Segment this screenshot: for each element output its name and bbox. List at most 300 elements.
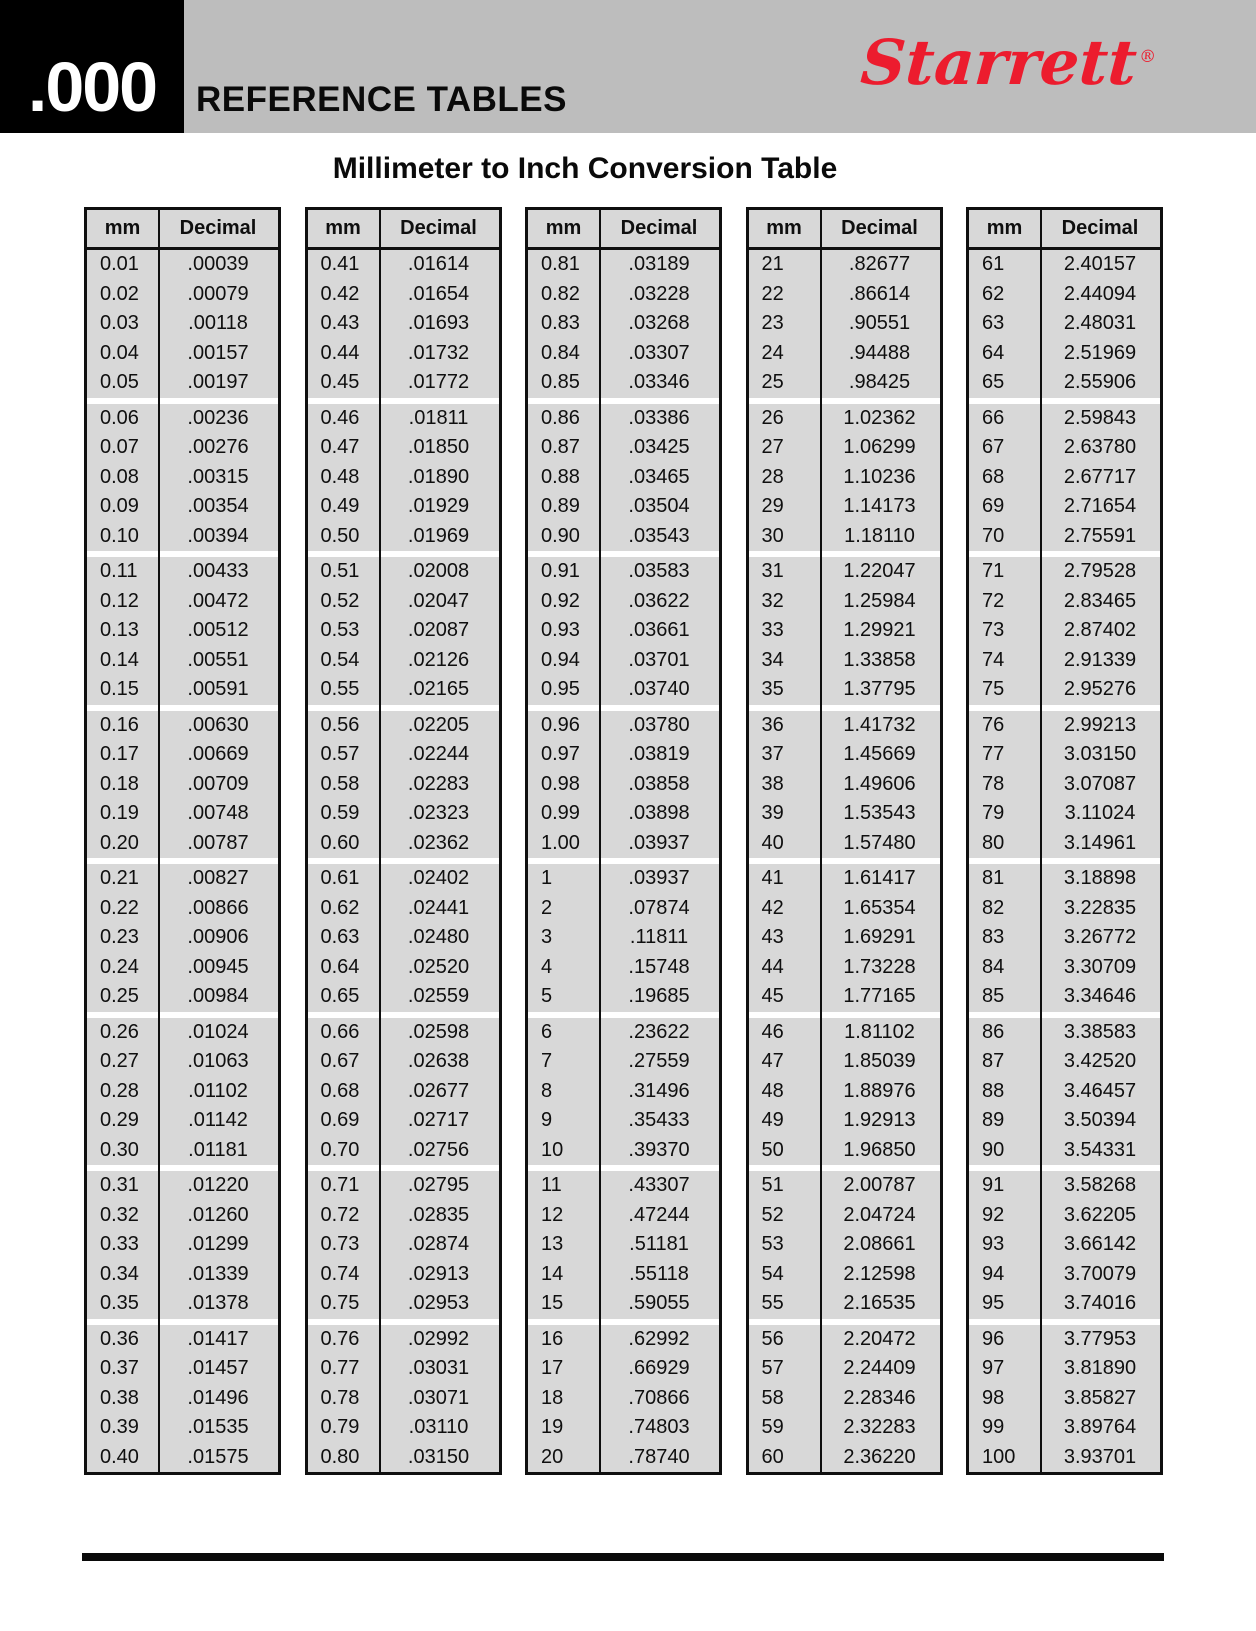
decimal-value: 2.71654 — [1063, 495, 1137, 518]
table-row — [528, 1171, 719, 1201]
mm-value: 97 — [982, 1357, 1005, 1380]
mm-value: 0.28 — [100, 1079, 139, 1102]
table-body — [969, 250, 1160, 1472]
table-row — [528, 1354, 719, 1384]
decimal-column-header: Decimal — [841, 217, 918, 239]
decimal-value: .00079 — [187, 282, 249, 305]
decimal-value: .01654 — [407, 282, 470, 305]
table-row — [749, 923, 940, 953]
decimal-value: 3.11024 — [1064, 802, 1136, 825]
decimal-value: .03268 — [628, 312, 690, 335]
table-row — [308, 587, 499, 617]
table-row — [87, 522, 278, 552]
table-body — [87, 250, 278, 1472]
mm-value: 43 — [761, 926, 784, 949]
table-row — [969, 368, 1160, 398]
decimal-value: 1.41732 — [843, 713, 916, 736]
table-row — [749, 1047, 940, 1077]
mm-value: 0.04 — [100, 341, 139, 364]
decimal-value: .00787 — [187, 831, 249, 854]
row-group — [528, 1018, 719, 1166]
mm-value: 44 — [761, 955, 784, 978]
decimal-value: 1.49606 — [843, 772, 916, 795]
mm-value: 0.49 — [320, 495, 360, 518]
mm-value: 0.05 — [100, 371, 139, 394]
row-group — [528, 711, 719, 859]
mm-value: 81 — [982, 867, 1005, 890]
decimal-value: .02874 — [407, 1233, 470, 1256]
table-row — [969, 557, 1160, 587]
mm-column-header: mm — [986, 217, 1023, 239]
starrett-logo — [858, 26, 1158, 99]
mm-value: 0.63 — [320, 926, 360, 949]
table-row — [87, 433, 278, 463]
table-row — [528, 616, 719, 646]
table-row — [308, 1171, 499, 1201]
table-row — [528, 711, 719, 741]
decimal-value: .03780 — [628, 713, 690, 736]
decimal-value: .00748 — [187, 802, 249, 825]
mm-value: 46 — [761, 1020, 784, 1043]
table-row — [87, 404, 278, 434]
table-row — [308, 894, 499, 924]
table-row — [749, 1325, 940, 1355]
table-row — [528, 587, 719, 617]
table-row — [87, 1230, 278, 1260]
mm-value: 74 — [982, 648, 1005, 671]
table-row — [528, 1384, 719, 1414]
row-group — [528, 250, 719, 398]
table-row — [308, 463, 499, 493]
table-row — [528, 1230, 719, 1260]
decimal-value: .00945 — [187, 955, 249, 978]
table-row — [969, 404, 1160, 434]
mm-value: 0.56 — [320, 713, 360, 736]
table-row — [969, 646, 1160, 676]
decimal-value: .01181 — [188, 1138, 248, 1161]
table-row — [87, 1077, 278, 1107]
bottom-rule — [82, 1553, 1164, 1561]
decimal-value: .31496 — [628, 1079, 690, 1102]
mm-value: 0.85 — [541, 371, 580, 394]
mm-value: 0.81 — [541, 253, 580, 276]
decimal-value: .03071 — [407, 1386, 470, 1409]
decimal-column-header: Decimal — [1061, 217, 1139, 239]
decimal-value: .03386 — [628, 406, 690, 429]
table-row — [969, 982, 1160, 1012]
mm-value: 40 — [761, 831, 784, 854]
decimal-value: .82677 — [848, 253, 911, 276]
decimal-value: .03740 — [628, 678, 690, 701]
table-row — [308, 433, 499, 463]
mm-value: 0.90 — [541, 524, 580, 547]
decimal-value: .01693 — [407, 312, 470, 335]
mm-value: 0.93 — [541, 619, 580, 642]
decimal-value: .35433 — [628, 1109, 690, 1132]
mm-value: 13 — [541, 1233, 564, 1256]
mm-value: 17 — [541, 1357, 564, 1380]
mm-value: 66 — [982, 406, 1005, 429]
decimal-value: .03701 — [628, 648, 690, 671]
table-row — [528, 522, 719, 552]
mm-value: 0.35 — [100, 1292, 139, 1315]
table-row — [969, 1047, 1160, 1077]
table-row — [749, 1106, 940, 1136]
mm-value: 0.31 — [100, 1174, 139, 1197]
row-group — [87, 711, 278, 859]
mm-value: 16 — [541, 1327, 564, 1350]
mm-value: 0.72 — [320, 1203, 360, 1226]
table-row — [87, 557, 278, 587]
table-row — [749, 1384, 940, 1414]
decimal-value: .02402 — [407, 867, 470, 890]
mm-value: 49 — [761, 1109, 784, 1132]
decimal-value: 1.92913 — [843, 1109, 916, 1132]
mm-value: 0.97 — [541, 743, 580, 766]
decimal-value: .02087 — [407, 619, 470, 642]
table-row — [528, 1106, 719, 1136]
mm-value: 0.80 — [320, 1445, 360, 1468]
decimal-value: .03937 — [628, 867, 690, 890]
table-row — [308, 799, 499, 829]
table-row — [528, 463, 719, 493]
table-title: Millimeter to Inch Conversion Table — [332, 152, 838, 185]
mm-value: 0.65 — [320, 985, 360, 1008]
mm-value: 0.24 — [100, 955, 139, 978]
decimal-value: .00512 — [187, 619, 249, 642]
decimal-value: 1.10236 — [843, 465, 916, 488]
mm-value: 51 — [761, 1174, 784, 1197]
decimal-value: 2.36220 — [843, 1445, 916, 1468]
mm-value: 0.62 — [320, 896, 360, 919]
decimal-value: .00276 — [187, 436, 249, 459]
mm-value: 52 — [761, 1203, 784, 1226]
row-group — [308, 711, 499, 859]
table-row — [87, 1325, 278, 1355]
table-row — [87, 953, 278, 983]
decimal-value: 3.07087 — [1063, 772, 1137, 795]
mm-value: 0.61 — [320, 867, 360, 890]
mm-value: 82 — [982, 896, 1005, 919]
decimal-value: .01811 — [408, 406, 469, 429]
table-row — [749, 250, 940, 280]
mm-value: 9 — [541, 1109, 553, 1132]
table-row — [749, 829, 940, 859]
mm-value: 86 — [982, 1020, 1005, 1043]
row-group — [308, 557, 499, 705]
mm-value: 0.43 — [320, 312, 360, 335]
table-body — [308, 250, 499, 1472]
decimal-value: .19685 — [628, 985, 690, 1008]
decimal-value: 2.24409 — [843, 1357, 916, 1380]
decimal-value: .00551 — [187, 648, 249, 671]
mm-value: 0.16 — [100, 713, 139, 736]
decimal-value: 2.44094 — [1063, 282, 1137, 305]
mm-value: 0.48 — [320, 465, 360, 488]
mm-value: 0.82 — [541, 282, 580, 305]
mm-value: 38 — [761, 772, 784, 795]
decimal-value: 1.22047 — [843, 560, 916, 583]
mm-value: 0.12 — [100, 589, 139, 612]
decimal-value: .01102 — [188, 1079, 248, 1102]
decimal-value: 2.91339 — [1063, 648, 1137, 671]
decimal-value: 1.29921 — [843, 619, 916, 642]
mm-value: 42 — [761, 896, 784, 919]
table-row — [308, 864, 499, 894]
table-row — [308, 1354, 499, 1384]
mm-value: 4 — [541, 955, 553, 978]
decimal-value: .03110 — [408, 1416, 469, 1439]
mm-value: 70 — [982, 524, 1005, 547]
mm-value: 0.77 — [320, 1357, 360, 1380]
row-group — [528, 557, 719, 705]
row-group — [969, 557, 1160, 705]
decimal-value: 3.77953 — [1063, 1327, 1137, 1350]
mm-value: 0.30 — [100, 1138, 139, 1161]
table-row — [969, 1171, 1160, 1201]
decimal-value: 1.88976 — [843, 1079, 916, 1102]
table-row — [969, 740, 1160, 770]
decimal-value: 2.55906 — [1063, 371, 1137, 394]
table-row — [308, 953, 499, 983]
mm-value: 69 — [982, 495, 1005, 518]
mm-value: 0.39 — [100, 1416, 139, 1439]
decimal-value: 1.02362 — [843, 406, 916, 429]
table-row — [87, 1443, 278, 1473]
table-row — [969, 339, 1160, 369]
table-row — [749, 404, 940, 434]
decimal-value: 1.65354 — [843, 896, 916, 919]
table-row — [969, 433, 1160, 463]
row-group — [308, 404, 499, 552]
decimal-value: .00630 — [187, 713, 249, 736]
decimal-value: 1.81102 — [844, 1020, 915, 1043]
decimal-value: .00118 — [188, 312, 248, 335]
mm-value: 92 — [982, 1203, 1005, 1226]
mm-value: 0.66 — [320, 1020, 360, 1043]
mm-value: 71 — [982, 560, 1005, 583]
mm-value: 10 — [541, 1138, 564, 1161]
mm-value: 36 — [761, 713, 784, 736]
decimal-value: .03307 — [628, 341, 690, 364]
decimal-value: 1.73228 — [843, 955, 916, 978]
mm-value: 0.38 — [100, 1386, 139, 1409]
row-group — [969, 404, 1160, 552]
table-row — [969, 280, 1160, 310]
decimal-value: .02323 — [407, 802, 470, 825]
decimal-value: .02362 — [407, 831, 470, 854]
decimal-value: 1.14173 — [843, 495, 916, 518]
mm-value: 0.02 — [100, 282, 139, 305]
mm-column-header: mm — [545, 217, 582, 239]
table-row — [87, 1354, 278, 1384]
table-row — [87, 982, 278, 1012]
decimal-value: 2.28346 — [843, 1386, 916, 1409]
decimal-value: 3.50394 — [1063, 1109, 1137, 1132]
decimal-value: .03031 — [407, 1357, 470, 1380]
table-row — [749, 1171, 940, 1201]
table-row — [87, 1260, 278, 1290]
table-row — [87, 339, 278, 369]
mm-value: 0.44 — [320, 341, 360, 364]
decimal-value: .01929 — [407, 495, 470, 518]
decimal-value: .03622 — [628, 589, 690, 612]
mm-value: 0.59 — [320, 802, 360, 825]
mm-value: 23 — [761, 312, 784, 335]
mm-value: 1 — [541, 867, 553, 890]
table-header-row — [969, 210, 1160, 250]
mm-value: 0.23 — [100, 926, 139, 949]
mm-value: 88 — [982, 1079, 1005, 1102]
table-row — [749, 309, 940, 339]
header-band — [0, 0, 1256, 133]
decimal-value: .01024 — [187, 1020, 249, 1043]
table-row — [308, 492, 499, 522]
table-row — [308, 616, 499, 646]
mm-value: 30 — [761, 524, 784, 547]
row-group — [308, 1325, 499, 1473]
table-row — [528, 864, 719, 894]
mm-value: 5 — [541, 985, 553, 1008]
mm-value: 0.34 — [100, 1262, 139, 1285]
table-row — [749, 339, 940, 369]
mm-value: 0.91 — [541, 560, 580, 583]
mm-value: 0.53 — [320, 619, 360, 642]
table-row — [87, 923, 278, 953]
column-divider — [158, 210, 160, 1472]
column-divider — [599, 210, 601, 1472]
decimal-value: 1.69291 — [843, 926, 916, 949]
mm-value: 0.22 — [100, 896, 139, 919]
mm-value: 0.41 — [320, 253, 360, 276]
decimal-value: .07874 — [628, 896, 690, 919]
table-row — [528, 1325, 719, 1355]
table-row — [87, 711, 278, 741]
mm-value: 75 — [982, 678, 1005, 701]
row-group — [749, 1018, 940, 1166]
table-row — [308, 557, 499, 587]
decimal-value: .02638 — [407, 1050, 470, 1073]
decimal-value: 1.37795 — [843, 678, 916, 701]
decimal-value: .00433 — [187, 560, 249, 583]
decimal-value: 2.87402 — [1063, 619, 1137, 642]
row-group — [87, 250, 278, 398]
table-row — [528, 894, 719, 924]
row-group — [749, 864, 940, 1012]
decimal-value: 3.85827 — [1063, 1386, 1137, 1409]
column-divider — [1040, 210, 1042, 1472]
decimal-value: .02047 — [407, 589, 470, 612]
decimal-value: .01063 — [187, 1050, 249, 1073]
table-row — [749, 1443, 940, 1473]
table-row — [528, 1077, 719, 1107]
decimal-value: .03661 — [628, 619, 690, 642]
mm-value: 64 — [982, 341, 1005, 364]
mm-value: 73 — [982, 619, 1005, 642]
table-row — [749, 740, 940, 770]
decimal-value: .70866 — [628, 1386, 690, 1409]
decimal-value: .39370 — [628, 1138, 690, 1161]
conversion-table — [305, 207, 502, 1475]
decimal-value: .74803 — [628, 1416, 690, 1439]
table-row — [969, 492, 1160, 522]
decimal-value: .00236 — [187, 406, 249, 429]
mm-value: 0.84 — [541, 341, 580, 364]
mm-column-header: mm — [766, 217, 802, 239]
mm-value: 33 — [761, 619, 784, 642]
decimal-value: .01890 — [407, 465, 470, 488]
table-row — [308, 829, 499, 859]
table-row — [528, 982, 719, 1012]
mm-value: 0.33 — [100, 1233, 139, 1256]
table-row — [87, 1136, 278, 1166]
table-row — [87, 1171, 278, 1201]
mm-value: 0.79 — [320, 1416, 360, 1439]
row-group — [308, 1018, 499, 1166]
mm-value: 25 — [761, 371, 784, 394]
table-row — [87, 1384, 278, 1414]
table-row — [308, 280, 499, 310]
table-row — [528, 1136, 719, 1166]
decimal-value: .03465 — [628, 465, 690, 488]
table-row — [749, 616, 940, 646]
table-row — [969, 864, 1160, 894]
decimal-value: 2.04724 — [843, 1203, 916, 1226]
table-row — [528, 1289, 719, 1319]
mm-column-header: mm — [104, 217, 141, 239]
mm-value: 39 — [761, 802, 784, 825]
decimal-value: 2.16535 — [843, 1292, 916, 1315]
mm-value: 0.29 — [100, 1109, 139, 1132]
decimal-value: .98425 — [848, 371, 911, 394]
table-row — [87, 1018, 278, 1048]
decimal-value: 2.67717 — [1063, 465, 1137, 488]
mm-value: 77 — [982, 743, 1005, 766]
decimal-value: 3.89764 — [1063, 1416, 1137, 1439]
table-row — [969, 587, 1160, 617]
decimal-value: 2.20472 — [843, 1327, 916, 1350]
decimal-value: .02795 — [407, 1174, 470, 1197]
mm-value: 18 — [541, 1386, 564, 1409]
table-row — [308, 740, 499, 770]
decimal-value: 3.74016 — [1063, 1292, 1137, 1315]
table-row — [528, 1443, 719, 1473]
table-row — [87, 492, 278, 522]
decimal-value: .94488 — [848, 341, 911, 364]
mm-value: 24 — [761, 341, 784, 364]
mm-value: 0.01 — [100, 253, 139, 276]
decimal-value: .02992 — [407, 1327, 470, 1350]
mm-value: 54 — [761, 1262, 784, 1285]
table-row — [87, 740, 278, 770]
table-row — [528, 770, 719, 800]
mm-value: 76 — [982, 713, 1005, 736]
table-row — [969, 1136, 1160, 1166]
mm-value: 0.06 — [100, 406, 139, 429]
decimal-value: .03228 — [628, 282, 690, 305]
table-row — [528, 280, 719, 310]
table-row — [308, 1384, 499, 1414]
decimal-value: .00039 — [187, 253, 249, 276]
decimal-value: .00591 — [187, 678, 249, 701]
table-row — [969, 1325, 1160, 1355]
row-group — [528, 1325, 719, 1473]
decimal-value: .02008 — [407, 560, 470, 583]
table-row — [749, 522, 940, 552]
row-group — [87, 864, 278, 1012]
decimal-value: 2.59843 — [1063, 406, 1137, 429]
table-row — [528, 1018, 719, 1048]
